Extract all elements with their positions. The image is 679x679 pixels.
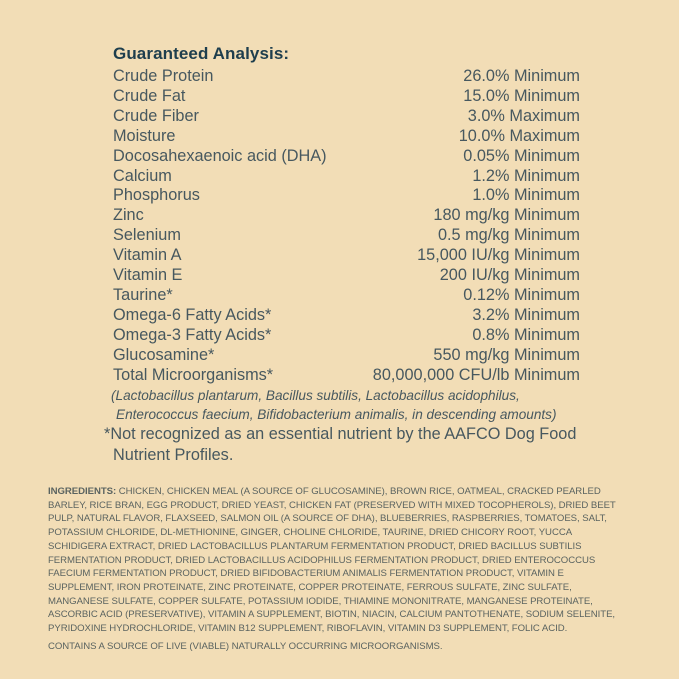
aafco-footnote: *Not recognized as an essential nutrient by the AAFCO Dog Food Nutrient Profiles. [104, 425, 577, 464]
nutrient-value: 200 IU/kg Minimum [439, 266, 580, 285]
nutrient-value: 0.12% Minimum [463, 285, 580, 304]
nutrient-value: 0.8% Minimum [472, 325, 580, 344]
analysis-row [113, 366, 580, 386]
guaranteed-analysis-table [113, 67, 580, 386]
nutrient-value: 550 mg/kg Minimum [433, 345, 580, 364]
nutrient-name: Phosphorus [113, 186, 200, 205]
nutrient-value: 15,000 IU/kg Minimum [417, 246, 580, 265]
nutrient-value: 3.2% Minimum [472, 305, 580, 324]
nutrient-value: 0.05% Minimum [463, 146, 580, 165]
nutrient-value: 1.0% Minimum [472, 186, 580, 205]
analysis-row [113, 286, 580, 306]
analysis-row [113, 306, 580, 326]
nutrient-value: 180 mg/kg Minimum [433, 206, 580, 225]
analysis-row [113, 167, 580, 187]
nutrient-name: Docosahexaenoic acid (DHA) [113, 146, 327, 165]
nutrient-name: Taurine* [113, 285, 173, 304]
nutrient-name: Calcium [113, 166, 172, 185]
nutrient-name: Crude Fat [113, 86, 186, 105]
ingredients-paragraph [48, 485, 632, 636]
nutrient-value: 15.0% Minimum [463, 86, 580, 105]
nutrient-name: Selenium [113, 226, 181, 245]
analysis-row [113, 67, 580, 87]
analysis-row [113, 186, 580, 206]
nutrient-value: 1.2% Minimum [472, 166, 580, 185]
microorganisms-species-note: (Lactobacillus plantarum, Bacillus subtilis, Lactobacillus acidophilus, Enterococcus faecium, Bifidobacterium animalis, in descending amounts) [111, 387, 557, 422]
analysis-row [113, 346, 580, 366]
guaranteed-analysis-section [113, 44, 580, 424]
analysis-row [113, 147, 580, 167]
nutrient-name: Vitamin E [113, 266, 183, 285]
nutrient-name: Omega-6 Fatty Acids* [113, 305, 272, 324]
analysis-row [113, 246, 580, 266]
ingredients-label: INGREDIENTS: [48, 486, 117, 497]
nutrient-name: Zinc [113, 206, 144, 225]
nutrient-value: 10.0% Maximum [458, 126, 580, 145]
guaranteed-analysis-heading: Guaranteed Analysis: [113, 44, 290, 63]
nutrient-name: Glucosamine* [113, 345, 215, 364]
nutrient-value: 26.0% Minimum [463, 67, 580, 85]
analysis-row [113, 127, 580, 147]
ingredients-text: CHICKEN, CHICKEN MEAL (A SOURCE OF GLUCOSAMINE), BROWN RICE, OATMEAL, CRACKED PEARLED BARLEY, RICE BRAN, EGG PRODUCT, DRIED YEAST, CHICKEN FAT (PRESERVED WITH MIXED TOCOPHEROLS), DRIED BEET PULP, NATURAL FLAVOR, FLAXSEED, SALMON OIL (A SOURCE OF DHA), BLUEBERRIES, RASPBERRIES, TOMATOES, SALT, POTASSIUM CHLORIDE, DL-METHIONINE, GINGER, CHOLINE CHLORIDE, TAURINE, DRIED CHICORY ROOT, YUCCA SCHIDIGERA EXTRACT, DRIED LACTOBACILLUS PLANTARUM FERMENTATION PRODUCT, DRIED BACILLUS SUBTILIS FERMENTATION PRODUCT, DRIED LACTOBACILLUS ACIDOPHILUS FERMENTATION PRODUCT, DRIED ENTEROCOCCUS FAECIUM FERMENTATION PRODUCT, DRIED BIFIDOBACTERIUM ANIMALIS FERMENTATION PRODUCT, VITAMIN E SUPPLEMENT, IRON PROTEINATE, ZINC PROTEINATE, COPPER PROTEINATE, FERROUS SULFATE, ZINC SULFATE, MANGANESE SULFATE, COPPER SULFATE, POTASSIUM IODIDE, THIAMINE MONONITRATE, MANGANESE PROTEINATE, ASCORBIC ACID (PRESERVATIVE), VITAMIN A SUPPLEMENT, BIOTIN, NIACIN, CALCIUM PANTOTHENATE, SODIUM SELENITE, PYRIDOXINE HYDROCHLORIDE, VITAMIN B12 SUPPLEMENT, RIBOFLAVIN, VITAMIN D3 SUPPLEMENT, FOLIC ACID. [48, 486, 616, 635]
nutrient-name: Omega-3 Fatty Acids* [113, 325, 272, 344]
contains-live-microorganisms-note: CONTAINS A SOURCE OF LIVE (VIABLE) NATURALLY OCCURRING MICROORGANISMS. [48, 641, 443, 652]
nutrient-name: Crude Fiber [113, 106, 199, 125]
analysis-row [113, 206, 580, 226]
nutrient-name: Vitamin A [113, 246, 182, 265]
nutrient-value: 80,000,000 CFU/lb Minimum [372, 365, 580, 384]
analysis-row [113, 87, 580, 107]
nutrient-name: Crude Protein [113, 67, 214, 85]
analysis-row [113, 226, 580, 246]
nutrient-name: Total Microorganisms* [113, 365, 274, 384]
analysis-row [113, 107, 580, 127]
nutrient-value: 3.0% Maximum [467, 106, 580, 125]
nutrient-value: 0.5 mg/kg Minimum [437, 226, 580, 245]
analysis-row [113, 326, 580, 346]
analysis-row [113, 266, 580, 286]
nutrient-name: Moisture [113, 126, 176, 145]
